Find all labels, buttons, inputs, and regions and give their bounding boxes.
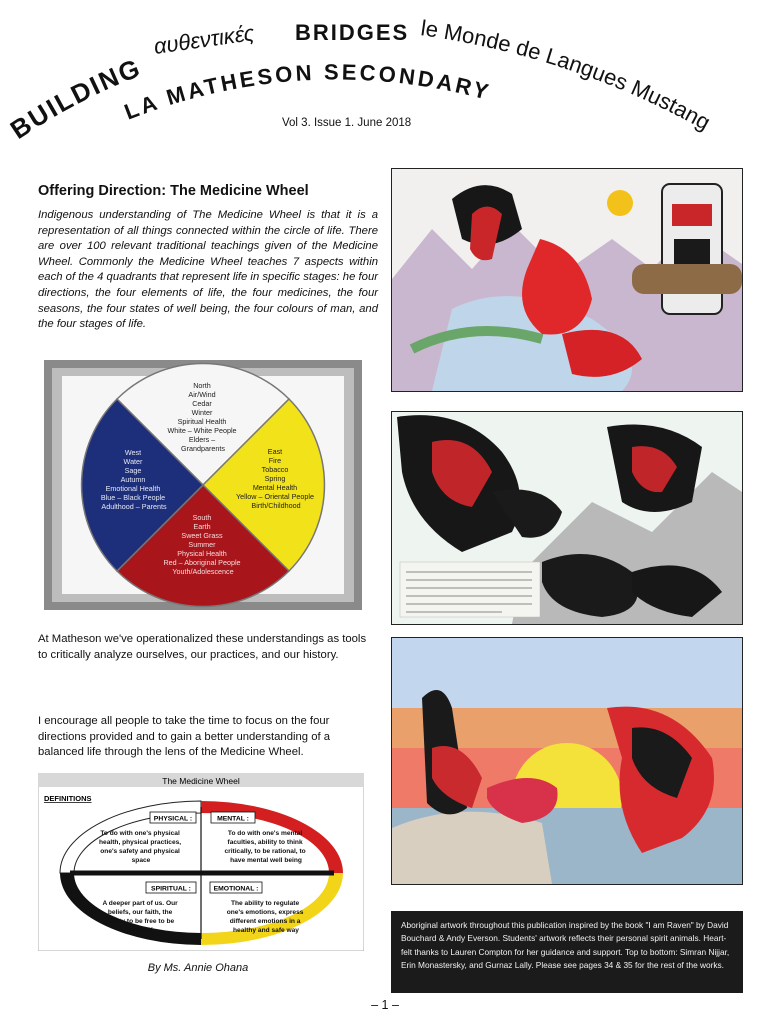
masthead-french: le Monde de Langues Mustang — [419, 15, 715, 135]
article-byline: By Ms. Annie Ohana — [147, 962, 249, 974]
def-spiritual-text: A deeper part of us. Our beliefs, our faith, the ability to be free to be oneself — [102, 900, 178, 934]
masthead — [0, 0, 770, 180]
masthead-greek: αυθεντικές — [152, 20, 256, 59]
def-mental-text: To do with one's mental faculties, ability to think critically, to be rational, to have mental well being — [224, 830, 306, 864]
def-spiritual-heading: SPIRITUAL : — [151, 885, 191, 893]
student-artwork-eagle-otter — [391, 411, 743, 625]
page-number: – 1 – — [371, 998, 399, 1012]
definitions-label: DEFINITIONS — [44, 794, 92, 803]
article-paragraph-2: I encourage all people to take the time to focus on the four directions provided and to gain a better understanding of a balanced life through the lens of the Medicine Wheel. — [38, 715, 331, 759]
issue-volume: Vol 3. Issue 1. June 2018 — [282, 117, 412, 129]
student-artwork-raven-bear — [391, 168, 743, 392]
artwork-caption: Aboriginal artwork throughout this publication inspired by the book "I am Raven" by David Bouchard & Andy Everson. Students' artwork reflects their personal spirit animals. Heart-felt thanks to Lauren Compton for her guidance and support. Top to bottom: Simran Nijjar, Erin Monastersky, and Gurnaz Lally. Please see pages 34 & 35 for the rest of the works. — [391, 911, 743, 993]
medicine-wheel-definitions — [38, 773, 364, 951]
student-artwork-heron-whale — [391, 637, 743, 885]
article-title: Offering Direction: The Medicine Wheel — [38, 183, 309, 199]
def-physical-heading: PHYSICAL : — [153, 815, 193, 823]
wheel-south-text: South Earth Sweet Grass Summer Physical Health Red – Aboriginal People Youth/Adolescence — [163, 513, 241, 576]
artwork-sun — [607, 190, 633, 216]
wheel-west-text: West Water Sage Autumn Emotional Health Blue – Black People Adulthood – Parents — [100, 448, 167, 511]
medicine-wheel-diagram — [44, 360, 362, 610]
masthead-bridges: BRIDGES — [295, 20, 410, 45]
article-intro: Indigenous understanding of The Medicine Wheel is that it is a representation of all things connected within the circle of life. There are over 100 relevant traditional teachings given of the Medicine Wheel. Commonly the Medicine Wheel teaches 7 aspects within each of the 4 quadrants that represent life in specific stages: he four directions, the four elements of life, the four medicines, the four seasons, the four states of well being, the four colours of man, and the four stages of life. — [38, 209, 378, 331]
wheel-north-text: North Air/Wind Cedar Winter Spiritual Health White – White People Elders – Grandparents — [167, 381, 237, 453]
def-physical-text: To do with one's physical health, physical practices, one's safety and physical space — [99, 830, 182, 864]
def-mental-heading: MENTAL : — [217, 815, 249, 823]
masthead-building: BUILDING — [4, 52, 146, 145]
definitions-title: The Medicine Wheel — [162, 776, 240, 786]
def-emotional-heading: EMOTIONAL : — [213, 885, 259, 893]
def-emotional-text: The ability to regulate one's emotions, express different emotions in a healthy and safe way — [226, 900, 304, 934]
masthead-school: LA MATHESON SECONDARY — [120, 59, 494, 125]
article-paragraph-1: At Matheson we've operationalized these understandings as tools to critically analyze ourselves, our practices, and our history. — [38, 633, 367, 661]
wheel-east-text: East Fire Tobacco Spring Mental Health Yellow – Oriental People Birth/Childhood — [235, 447, 315, 510]
